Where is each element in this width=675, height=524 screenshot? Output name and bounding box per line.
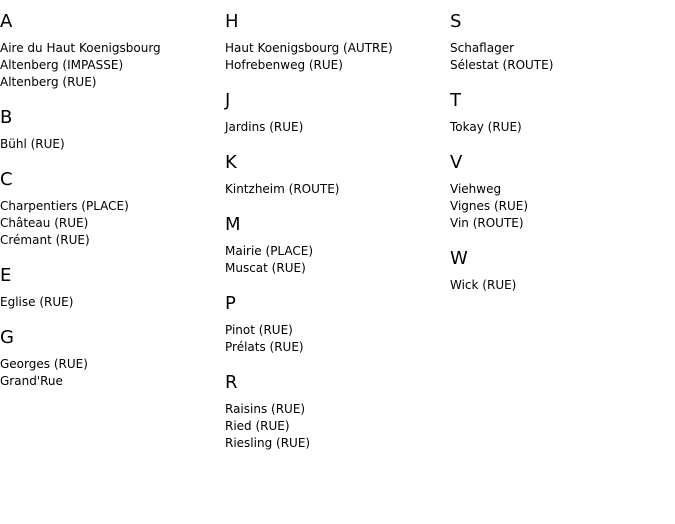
street-link[interactable]: Georges (RUE) bbox=[0, 357, 88, 371]
letter-heading: M bbox=[225, 214, 241, 235]
letter-group-w bbox=[450, 248, 675, 294]
letter-group-e bbox=[0, 265, 225, 311]
letter-heading: V bbox=[450, 152, 463, 173]
street-link[interactable]: Pinot (RUE) bbox=[225, 323, 293, 337]
street-link[interactable]: Riesling (RUE) bbox=[225, 436, 311, 450]
street-link[interactable]: Viehweg bbox=[450, 182, 502, 196]
street-link[interactable]: Kintzheim (ROUTE) bbox=[225, 182, 340, 196]
street-link[interactable]: Sélestat (ROUTE) bbox=[450, 58, 554, 72]
street-link[interactable]: Bühl (RUE) bbox=[0, 137, 65, 151]
street-link[interactable]: Grand'Rue bbox=[0, 374, 63, 388]
letter-heading: C bbox=[0, 169, 13, 190]
street-link[interactable]: Vignes (RUE) bbox=[450, 199, 529, 213]
letter-group-a bbox=[0, 11, 225, 91]
street-link[interactable]: Altenberg (RUE) bbox=[0, 75, 97, 89]
street-link[interactable]: Mairie (PLACE) bbox=[225, 244, 314, 258]
letter-group-r bbox=[225, 372, 450, 452]
street-link[interactable]: Schaflager bbox=[450, 41, 515, 55]
street-link[interactable]: Aire du Haut Koenigsbourg bbox=[0, 41, 161, 55]
letter-heading: E bbox=[0, 265, 12, 286]
letter-heading: H bbox=[225, 11, 239, 32]
letter-group-m bbox=[225, 214, 450, 277]
street-link[interactable]: Hofrebenweg (RUE) bbox=[225, 58, 343, 72]
letter-heading: P bbox=[225, 293, 236, 314]
street-link[interactable]: Charpentiers (PLACE) bbox=[0, 199, 129, 213]
street-link[interactable]: Haut Koenigsbourg (AUTRE) bbox=[225, 41, 393, 55]
letter-heading: S bbox=[450, 11, 462, 32]
letter-group-p bbox=[225, 293, 450, 356]
street-link[interactable]: Wick (RUE) bbox=[450, 278, 517, 292]
letter-group-g bbox=[0, 327, 225, 390]
letter-group-k bbox=[225, 152, 450, 198]
letter-heading: B bbox=[0, 107, 13, 128]
street-column-3 bbox=[450, 0, 675, 310]
street-link[interactable]: Crémant (RUE) bbox=[0, 233, 90, 247]
letter-group-s bbox=[450, 11, 675, 74]
street-link[interactable]: Tokay (RUE) bbox=[450, 120, 522, 134]
street-link[interactable]: Vin (ROUTE) bbox=[450, 216, 524, 230]
letter-heading: W bbox=[450, 248, 468, 269]
street-link[interactable]: Altenberg (IMPASSE) bbox=[0, 58, 124, 72]
street-link[interactable]: Château (RUE) bbox=[0, 216, 89, 230]
letter-group-j bbox=[225, 90, 450, 136]
street-column-2 bbox=[225, 0, 450, 468]
street-link[interactable]: Jardins (RUE) bbox=[225, 120, 304, 134]
letter-group-v bbox=[450, 152, 675, 232]
letter-group-h bbox=[225, 11, 450, 74]
letter-heading: K bbox=[225, 152, 237, 173]
letter-group-c bbox=[0, 169, 225, 249]
letter-group-t bbox=[450, 90, 675, 136]
letter-heading: T bbox=[450, 90, 461, 111]
street-link[interactable]: Raisins (RUE) bbox=[225, 402, 306, 416]
letter-group-b bbox=[0, 107, 225, 153]
street-link[interactable]: Prélats (RUE) bbox=[225, 340, 304, 354]
street-link[interactable]: Ried (RUE) bbox=[225, 419, 290, 433]
street-link[interactable]: Muscat (RUE) bbox=[225, 261, 306, 275]
letter-heading: R bbox=[225, 372, 238, 393]
street-column-1 bbox=[0, 0, 225, 406]
letter-heading: G bbox=[0, 327, 14, 348]
street-link[interactable]: Eglise (RUE) bbox=[0, 295, 74, 309]
letter-heading: J bbox=[225, 90, 231, 111]
letter-heading: A bbox=[0, 11, 13, 32]
